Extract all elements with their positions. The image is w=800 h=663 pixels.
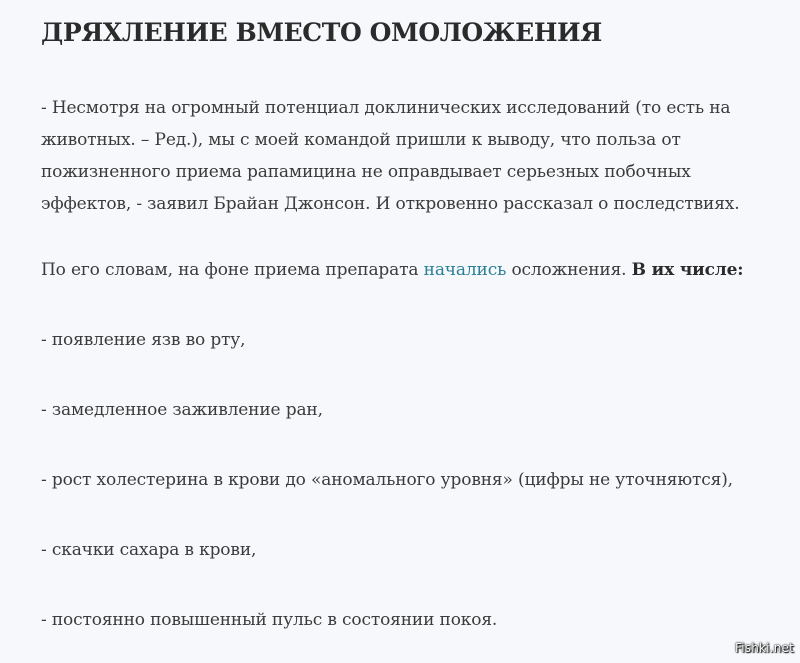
article (41, 10, 781, 636)
side-effect-item: - скачки сахара в крови, (41, 540, 257, 560)
complications-text-end: осложнения. (506, 260, 632, 280)
side-effect-item: - появление язв во рту, (41, 330, 246, 350)
site-watermark: Fishki.net (734, 641, 794, 655)
complications-link[interactable]: начались (423, 260, 507, 280)
quote-paragraph: - Несмотря на огромный потенциал доклинических исследований (то есть на животных. – Ред.), мы с моей командой пришли к выводу, что польза от пожизненного приема рапамицина не оправдывает серьезных побочных эффектов, - заявил Брайан Джонсон. И откровенно рассказал о последствиях. (41, 98, 740, 214)
article-heading: ДРЯХЛЕНИЕ ВМЕСТО ОМОЛОЖЕНИЯ (41, 18, 602, 47)
side-effect-item: - рост холестерина в крови до «аномального уровня» (цифры не уточняются), (41, 470, 733, 490)
side-effect-item: - постоянно повышенный пульс в состоянии покоя. (41, 610, 498, 630)
side-effect-item: - замедленное заживление ран, (41, 400, 323, 420)
complications-text-start: По его словам, на фоне приема препарата (41, 260, 424, 280)
complications-paragraph (41, 254, 781, 286)
complications-bold-label: В их числе: (631, 260, 744, 280)
